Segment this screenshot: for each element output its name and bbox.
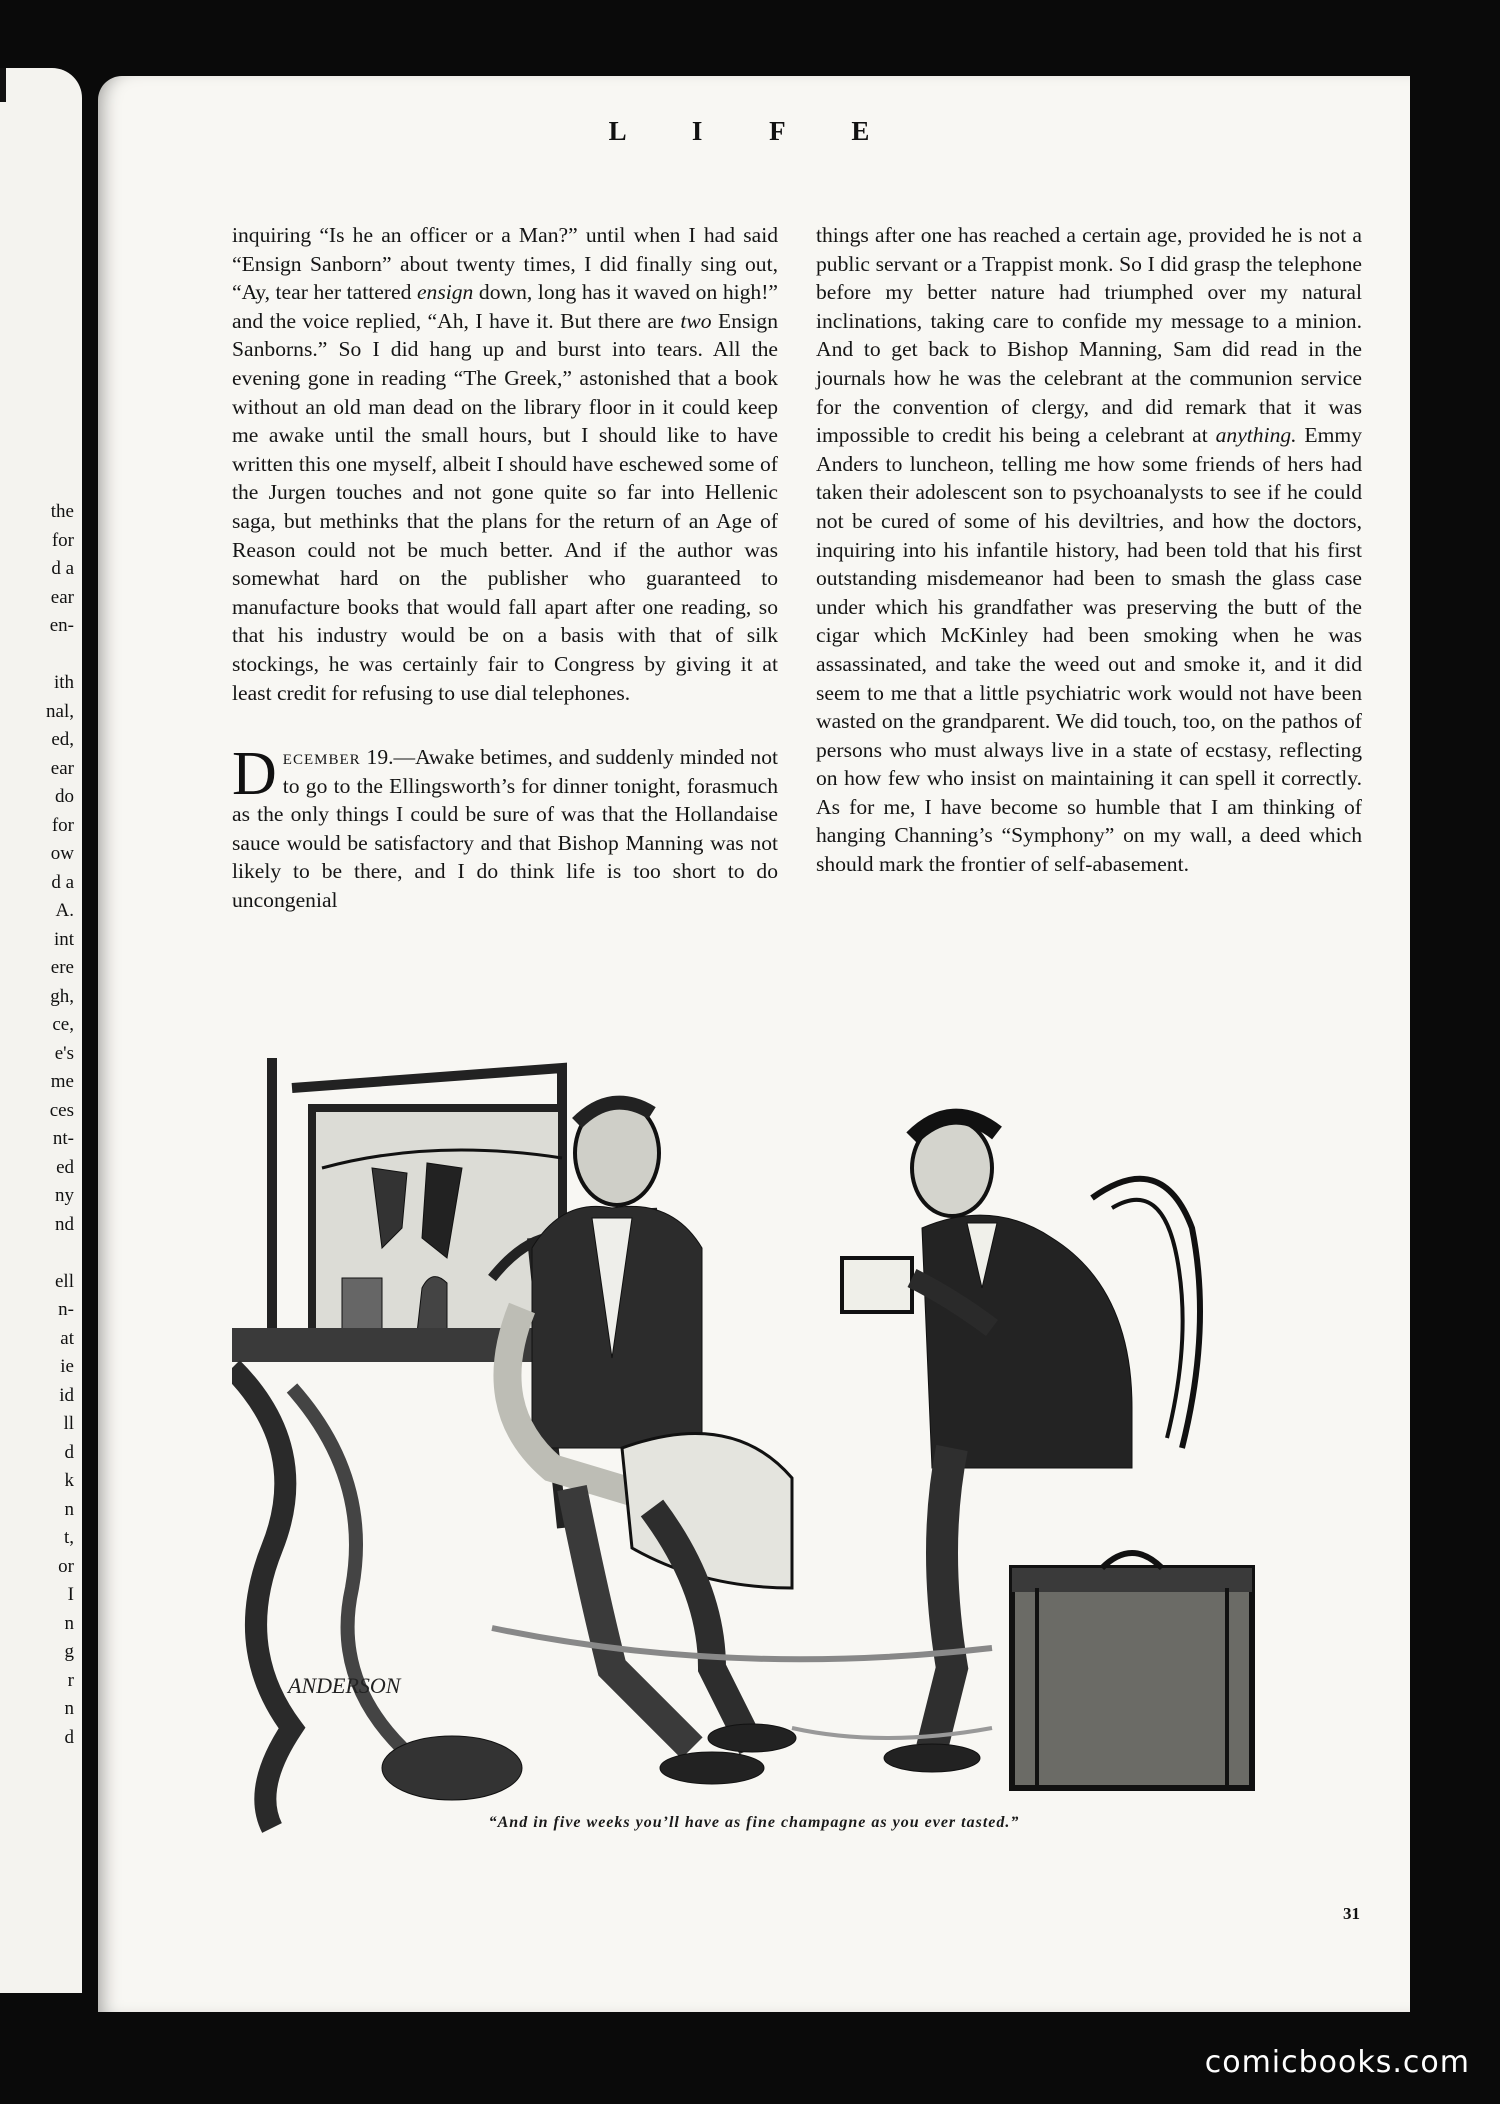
facing-page-fragment: gh,: [50, 985, 74, 1007]
italic-run: ensign: [416, 280, 474, 305]
facing-page-fragment: ed,: [51, 729, 74, 750]
facing-page-fragment: g: [64, 1641, 74, 1662]
facing-page-fragment: k: [64, 1470, 74, 1491]
facing-page-fragment: ow: [50, 843, 74, 864]
facing-page-fragment: ell: [55, 1270, 74, 1292]
facing-page-fragment: or: [58, 1555, 74, 1577]
facing-page-fragment: I: [67, 1584, 74, 1605]
facing-page-fragment: nd: [55, 1213, 74, 1235]
facing-page-fragment: en-: [49, 615, 74, 636]
text-column-left: [232, 221, 778, 915]
italic-run: two: [680, 308, 712, 333]
facing-page-fragment: ed: [56, 1156, 74, 1178]
facing-page-fragment: me: [50, 1071, 74, 1092]
facing-page-fragment: ce,: [52, 1014, 74, 1035]
cartoon-illustration: [232, 1028, 1344, 1858]
facing-page-fragment: ie: [60, 1356, 74, 1377]
facing-page-fragment: ear: [50, 586, 74, 608]
page-number: 31: [1343, 1904, 1360, 1923]
site-watermark: comicbooks.com: [1204, 2045, 1470, 2080]
facing-page-fragment: nt-: [52, 1128, 74, 1149]
facing-page-fragment: int: [53, 928, 74, 950]
facing-page-fragment: n-: [58, 1299, 74, 1320]
facing-page-fragment: t,: [63, 1527, 74, 1548]
facing-page-fragment: ere: [50, 957, 74, 978]
entry-text: 19.—Awake betimes, and suddenly minded not to go to the Ellingsworth’s for dinner tonight, forasmuch as the only things I could be sure of was that the Hollandaise sauce would be satisfactory and that Bishop Manning was not likely to be there, and I do think life is too short to do uncongenial: [232, 745, 778, 913]
paragraph-continuation: [816, 221, 1362, 879]
facing-page-fragment: A.: [55, 900, 74, 921]
italic-run: anything.: [1215, 423, 1297, 448]
text-run: down, long has it waved on high!” and the voice replied, “Ah, I have it. But there are: [232, 280, 778, 333]
facing-page-fragment: d: [64, 1726, 74, 1748]
facing-page-fragment: d a: [51, 558, 74, 579]
text-run: things after one has reached a certain age, provided he is not a public servant or a Trappist monk. So I did grasp the telephone before my better nature had triumphed over my natural inclinations, taking care to confide my message to a minion. And to get back to Bishop Manning, Sam did read in the journals how he was the celebrant at the communion service for the convention of clergy, and did remark that it was impossible to credit his being a celebrant at: [816, 223, 1362, 448]
artist-signature: ANDERSON: [288, 1673, 401, 1698]
entry-month: ecember: [282, 745, 361, 770]
masthead: L I F E: [608, 116, 900, 146]
facing-page-fragment: d a: [51, 871, 74, 893]
facing-page-fragment: ith: [53, 672, 74, 693]
facing-page-fragment: e's: [54, 1042, 74, 1064]
diary-entry-december-19: [232, 740, 778, 915]
paragraph-ensign: [232, 221, 778, 707]
facing-page-fragment: d: [64, 1441, 74, 1463]
text-run: Emmy Anders to luncheon, telling me how some friends of hers had taken their adolescent son to psychoanalysts to see if he could not be cured of some of his deviltries, and how the doctors, inquiring into his infantile history, had been told that his first outstanding misdemeanor had been to smash the glass case under which his grandfather was preserving the butt of the cigar which McKinley had been smoking when he was assassinated, and take the weed out and smoke it, and it did seem to me that a little psychiatric work would not have been wasted on the grandparent. We did touch, too, on the pathos of persons who must always live in a state of ecstasy, reflecting on how few who insist on maintaining it can spell it correctly. As for me, I have become so humble that I am thinking of hanging Channing’s “Symphony” on my wall, a deed which should mark the frontier of self-abasement.: [816, 423, 1362, 877]
facing-page-fragment: n: [64, 1698, 74, 1719]
facing-page-fragment: ll: [63, 1413, 74, 1434]
facing-page-fragment: the: [50, 501, 74, 522]
text-run: Ensign Sanborns.” So I did hang up and burst into tears. All the evening gone in reading “The Greek,” astonished that a book without an old man dead on the library floor in it could keep me awake until the small hours, but I should like to have written this one myself, albeit I should have eschewed some of the Jurgen touches and not gone quite so far into Hellenic saga, but methinks that the plans for the return of an Age of Reason could not be much better. And if the author was somewhat hard on the publisher who guaranteed to manufacture books that would fall apart after one reading, so that his industry would be on a basis with that of silk stockings, he was certainly fair to Congress by giving it at least credit for refusing to use dial telephones.: [232, 308, 778, 705]
facing-page-fragment: ces: [49, 1099, 74, 1121]
page-edge-mark: [0, 68, 6, 102]
cartoon-drawing: [232, 1028, 1344, 1858]
text-column-right: [816, 221, 1362, 879]
facing-page-fragment: at: [60, 1327, 74, 1349]
facing-page-fragment: n: [64, 1498, 74, 1520]
facing-page-fragment: ny: [55, 1185, 74, 1206]
facing-page-edge: [0, 68, 82, 1993]
facing-page-fragment: r: [67, 1669, 74, 1691]
facing-page-fragment: id: [59, 1384, 74, 1406]
facing-page-fragment: for: [51, 529, 74, 551]
facing-page-fragment: nal,: [46, 700, 74, 722]
facing-page-fragment: ear: [50, 757, 74, 779]
cartoon-caption: “And in five weeks you’ll have as fine champagne as you ever tasted.”: [488, 1814, 1020, 1831]
facing-page-fragment: do: [55, 786, 74, 807]
facing-page-fragment: for: [51, 814, 74, 836]
drop-cap: D: [232, 740, 277, 809]
facing-page-fragment: n: [64, 1612, 74, 1634]
text-run: inquiring “Is he an officer or a Man?” until when I had said “Ensign Sanborn” about twenty times, I did finally sing out, “Ay, tear her tattered: [232, 223, 778, 305]
magazine-page: [98, 76, 1410, 2012]
